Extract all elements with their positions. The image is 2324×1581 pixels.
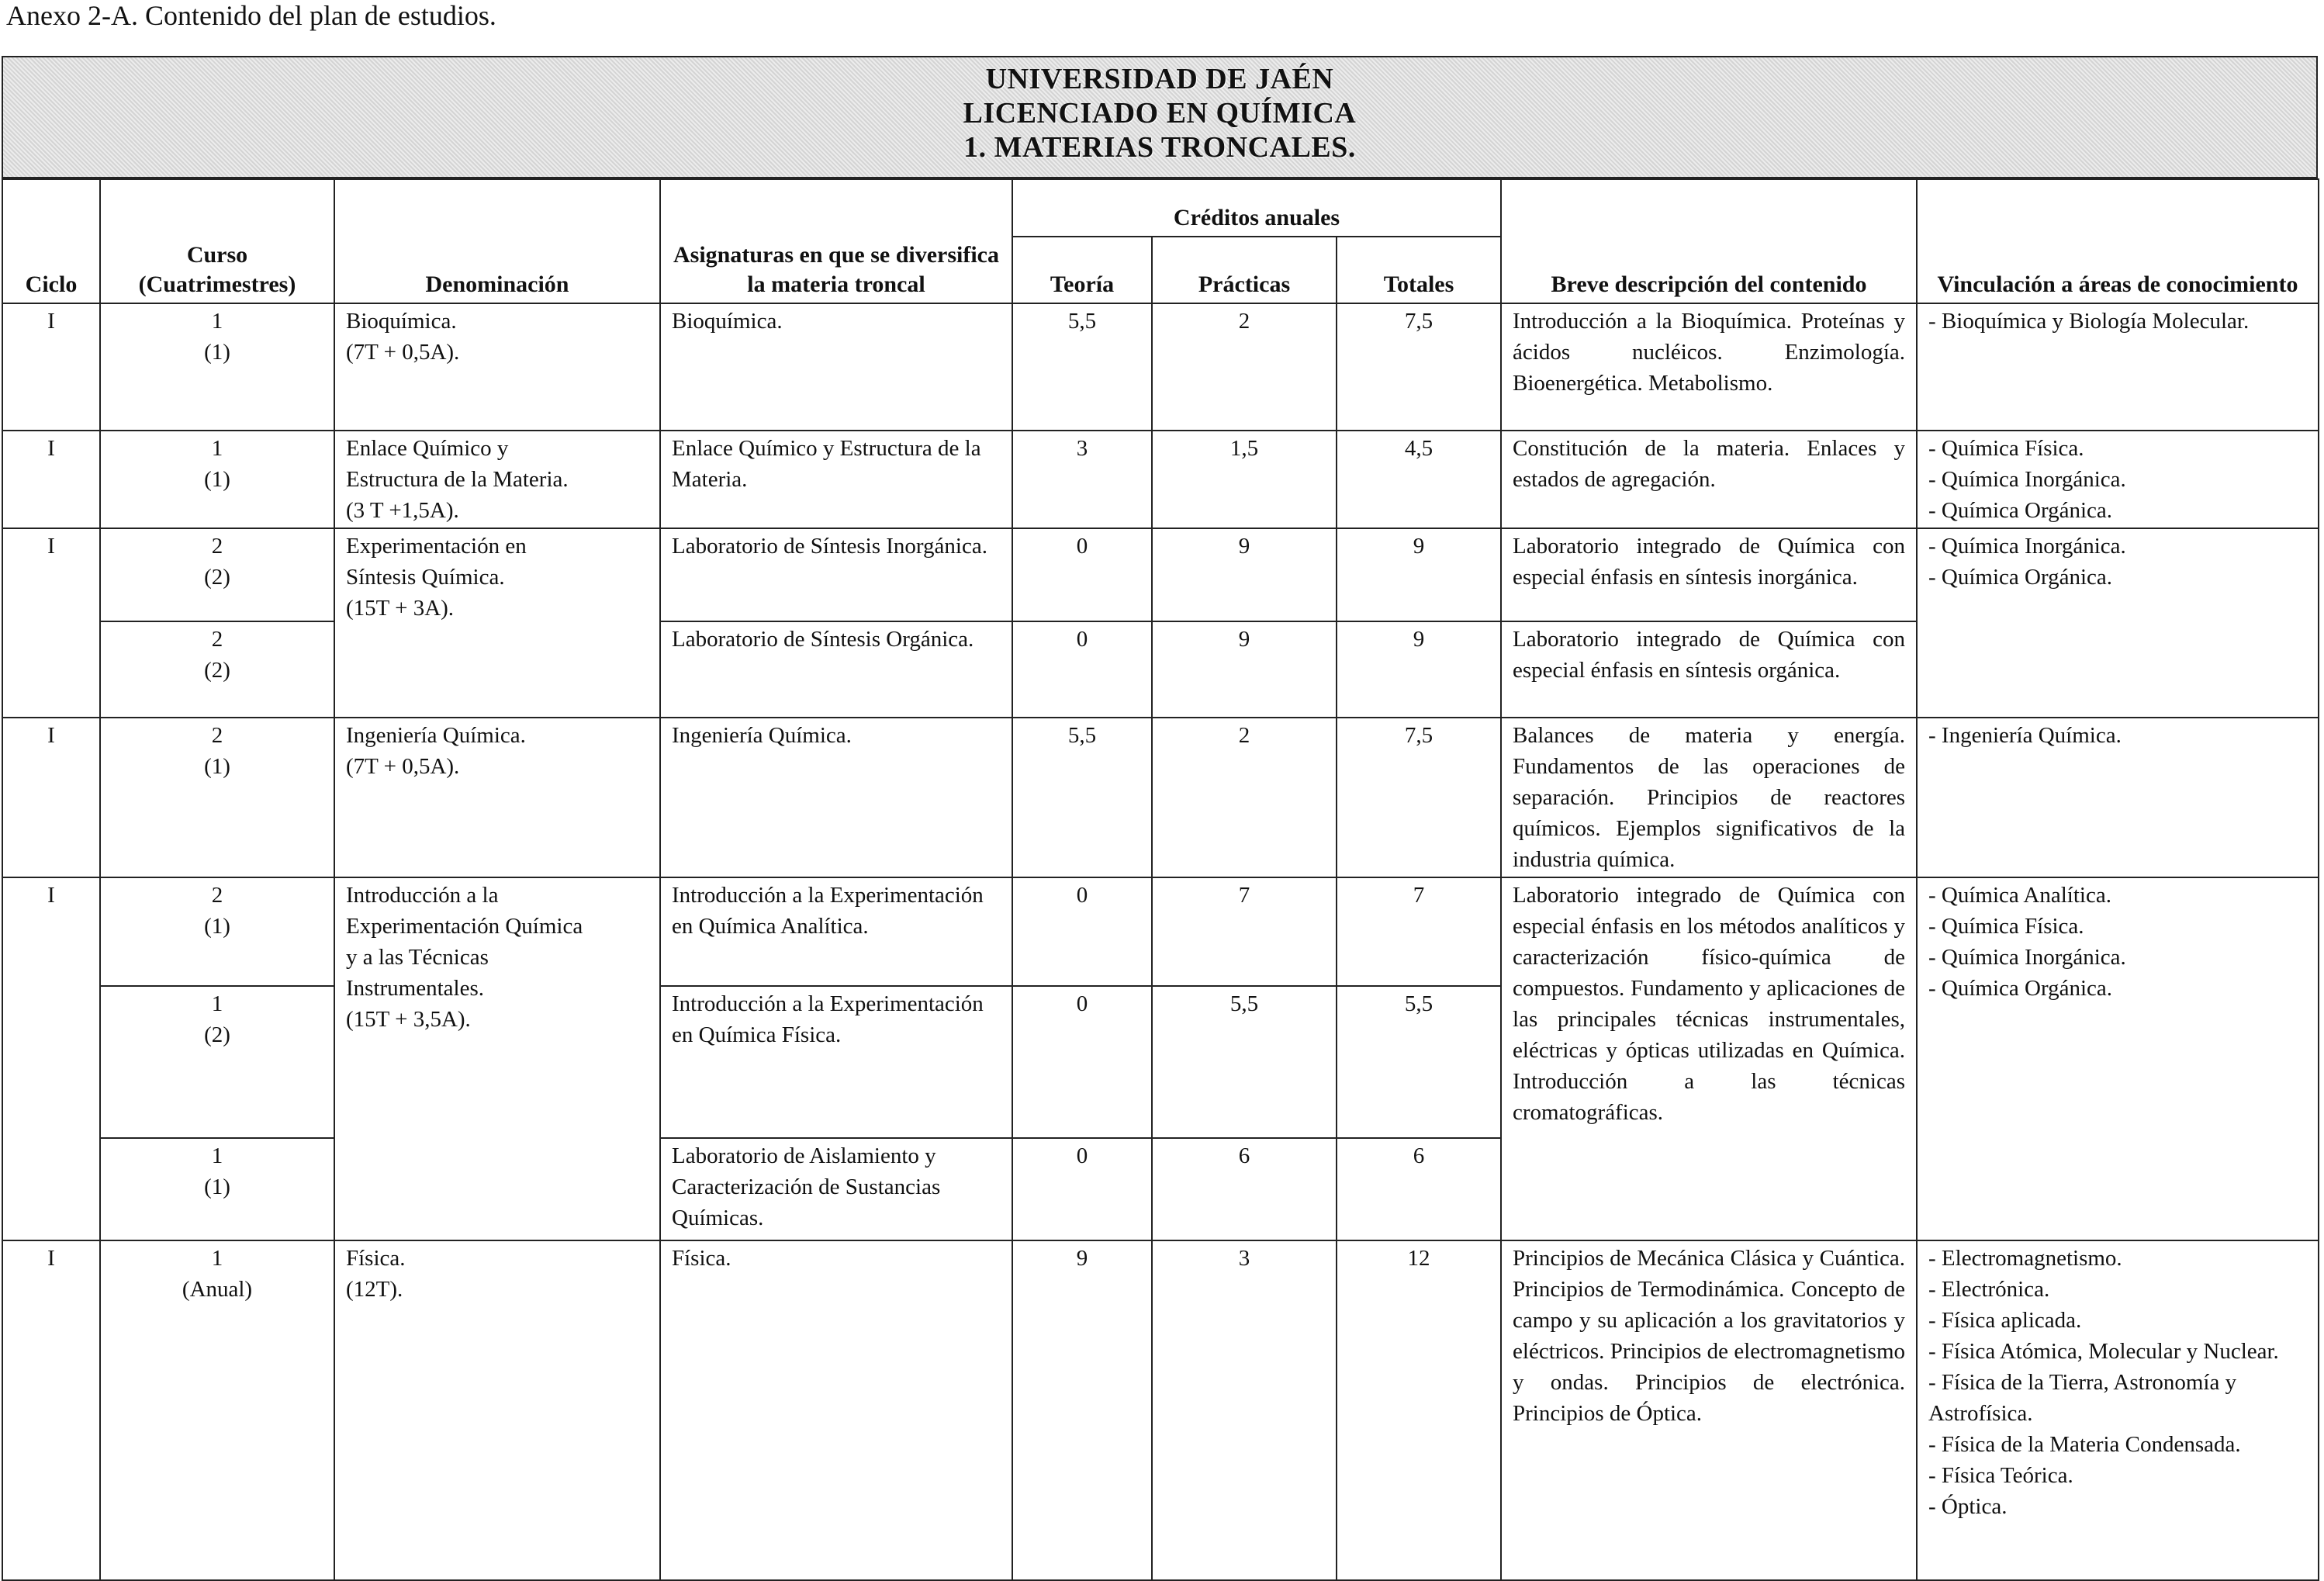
header-creditos-anuales: Créditos anuales <box>1012 179 1501 237</box>
cell-totales: 9 <box>1337 621 1501 718</box>
cell-practicas: 5,5 <box>1152 986 1337 1138</box>
denominacion-line: Enlace Químico y <box>346 436 509 461</box>
denominacion-line: Experimentación en <box>346 534 527 559</box>
cell-denominacion <box>334 303 660 431</box>
table-row <box>2 877 2319 986</box>
denominacion-line: (15T + 3,5A). <box>346 1007 471 1032</box>
cell-asignatura: Introducción a la Experimentación en Química Analítica. <box>660 877 1012 986</box>
cell-denominacion <box>334 877 660 1240</box>
cell-practicas: 9 <box>1152 621 1337 718</box>
cell-vinculacion <box>1917 1240 2319 1580</box>
header-denominacion: Denominación <box>334 179 660 303</box>
curso-value: 1 <box>211 1143 223 1168</box>
curriculum-table <box>2 178 2319 1581</box>
curso-value: 2 <box>211 627 223 652</box>
area-item: - Física Teórica. <box>1928 1463 2073 1488</box>
cell-descripcion: Principios de Mecánica Clásica y Cuántica. Principios de Termodinámica. Concepto de campo y su aplicación a los gravitatorios y eléctricos. Principios de electromagnetismo y ondas. Principios de electrónica. Principios de Óptica. <box>1501 1240 1917 1580</box>
area-item: - Química Inorgánica. <box>1928 534 2126 559</box>
header-totales: Totales <box>1337 237 1501 303</box>
cell-denominacion <box>334 718 660 877</box>
denominacion-line: (12T). <box>346 1277 403 1302</box>
table-row <box>2 1240 2319 1580</box>
cell-practicas: 2 <box>1152 303 1337 431</box>
cuatrimestre-value: (2) <box>204 1022 230 1047</box>
cell-asignatura: Bioquímica. <box>660 303 1012 431</box>
area-item: - Química Orgánica. <box>1928 976 2113 1001</box>
curso-value: 1 <box>211 436 223 461</box>
cell-totales: 12 <box>1337 1240 1501 1580</box>
cell-asignatura: Introducción a la Experimentación en Química Física. <box>660 986 1012 1138</box>
curso-value: 2 <box>211 534 223 559</box>
cell-teoria: 5,5 <box>1012 718 1152 877</box>
cuatrimestre-value: (1) <box>204 1175 230 1199</box>
cell-asignatura: Laboratorio de Síntesis Orgánica. <box>660 621 1012 718</box>
cell-vinculacion <box>1917 431 2319 528</box>
cell-descripcion: Laboratorio integrado de Química con especial énfasis en los métodos analíticos y caracterización físico-química de compuestos. Fundamento y aplicaciones de las principales técnicas instrumentales, eléctricas y ópticas utilizadas en Química. Introducción a las técnicas cromatográficas. <box>1501 877 1917 1240</box>
area-item: - Química Física. <box>1928 914 2084 939</box>
denominacion-line: (15T + 3A). <box>346 596 455 621</box>
denominacion-line: Instrumentales. <box>346 976 484 1001</box>
curso-value: 1 <box>211 991 223 1016</box>
header-descripcion: Breve descripción del contenido <box>1501 179 1917 303</box>
cell-curso <box>100 621 334 718</box>
cell-descripcion: Laboratorio integrado de Química con especial énfasis en síntesis inorgánica. <box>1501 528 1917 621</box>
cell-ciclo: I <box>2 877 100 1240</box>
cell-teoria: 0 <box>1012 528 1152 621</box>
denominacion-line: Experimentación Química <box>346 914 583 939</box>
cuatrimestre-value: (2) <box>204 658 230 683</box>
area-item: - Química Inorgánica. <box>1928 467 2126 492</box>
header-practicas: Prácticas <box>1152 237 1337 303</box>
header-vinculacion: Vinculación a áreas de conocimiento <box>1917 179 2319 303</box>
cell-practicas: 6 <box>1152 1138 1337 1240</box>
cell-totales: 6 <box>1337 1138 1501 1240</box>
area-item: - Química Física. <box>1928 436 2084 461</box>
cuatrimestre-value: (1) <box>204 467 230 492</box>
area-item: - Química Inorgánica. <box>1928 945 2126 970</box>
cell-ciclo: I <box>2 528 100 718</box>
cell-practicas: 7 <box>1152 877 1337 986</box>
cell-asignatura: Enlace Químico y Estructura de la Materia. <box>660 431 1012 528</box>
cell-teoria: 0 <box>1012 986 1152 1138</box>
area-item: - Electromagnetismo. <box>1928 1246 2122 1271</box>
header-cuatrimestres-label: (Cuatrimestres) <box>138 272 296 297</box>
header-row-top <box>2 179 2319 237</box>
cell-descripcion: Introducción a la Bioquímica. Proteínas y ácidos nucléicos. Enzimología. Bioenergética. Metabolismo. <box>1501 303 1917 431</box>
cell-totales: 9 <box>1337 528 1501 621</box>
table-row <box>2 431 2319 528</box>
header-curso <box>100 179 334 303</box>
cell-teoria: 9 <box>1012 1240 1152 1580</box>
curso-value: 2 <box>211 883 223 908</box>
denominacion-line: (7T + 0,5A). <box>346 340 460 365</box>
curso-value: 1 <box>211 309 223 334</box>
cell-curso <box>100 528 334 621</box>
area-item: - Ingeniería Química. <box>1928 723 2122 748</box>
cell-totales: 4,5 <box>1337 431 1501 528</box>
cell-asignatura: Ingeniería Química. <box>660 718 1012 877</box>
table-row <box>2 303 2319 431</box>
area-item: - Química Orgánica. <box>1928 498 2113 523</box>
cell-curso <box>100 877 334 986</box>
cell-practicas: 3 <box>1152 1240 1337 1580</box>
area-item: - Bioquímica y Biología Molecular. <box>1928 309 2250 334</box>
cell-vinculacion <box>1917 528 2319 718</box>
cell-vinculacion <box>1917 877 2319 1240</box>
denominacion-line: Introducción a la <box>346 883 499 908</box>
table-banner <box>2 56 2318 178</box>
cell-curso <box>100 986 334 1138</box>
denominacion-line: (7T + 0,5A). <box>346 754 460 779</box>
cell-asignatura: Laboratorio de Aislamiento y Caracterización de Sustancias Químicas. <box>660 1138 1012 1240</box>
cell-teoria: 0 <box>1012 621 1152 718</box>
cell-asignatura: Física. <box>660 1240 1012 1580</box>
cuatrimestre-value: (1) <box>204 340 230 365</box>
area-item: - Óptica. <box>1928 1494 2008 1519</box>
cell-practicas: 9 <box>1152 528 1337 621</box>
area-item: - Física de la Tierra, Astronomía y Astrofísica. <box>1928 1370 2237 1426</box>
denominacion-line: (3 T +1,5A). <box>346 498 459 523</box>
cell-curso <box>100 1138 334 1240</box>
cell-teoria: 3 <box>1012 431 1152 528</box>
curso-value: 2 <box>211 723 223 748</box>
header-curso-label: Curso <box>186 242 248 268</box>
cell-descripcion: Constitución de la materia. Enlaces y estados de agregación. <box>1501 431 1917 528</box>
area-item: - Física aplicada. <box>1928 1308 2082 1333</box>
cell-ciclo: I <box>2 431 100 528</box>
cell-totales: 5,5 <box>1337 986 1501 1138</box>
cell-descripcion: Balances de materia y energía. Fundamentos de las operaciones de separación. Principios de reactores químicos. Ejemplos significativos de la industria química. <box>1501 718 1917 877</box>
cell-asignatura: Laboratorio de Síntesis Inorgánica. <box>660 528 1012 621</box>
cell-practicas: 2 <box>1152 718 1337 877</box>
cell-totales: 7 <box>1337 877 1501 986</box>
denominacion-line: Síntesis Química. <box>346 565 505 590</box>
area-item: - Química Analítica. <box>1928 883 2111 908</box>
cuatrimestre-value: (1) <box>204 754 230 779</box>
cell-curso <box>100 303 334 431</box>
cell-teoria: 5,5 <box>1012 303 1152 431</box>
denominacion-line: y a las Técnicas <box>346 945 489 970</box>
header-ciclo: Ciclo <box>2 179 100 303</box>
cell-teoria: 0 <box>1012 877 1152 986</box>
denominacion-line: Estructura de la Materia. <box>346 467 569 492</box>
cell-denominacion <box>334 528 660 718</box>
cell-vinculacion <box>1917 303 2319 431</box>
cell-denominacion <box>334 431 660 528</box>
cell-curso <box>100 718 334 877</box>
cell-denominacion <box>334 1240 660 1580</box>
cell-teoria: 0 <box>1012 1138 1152 1240</box>
area-item: - Electrónica. <box>1928 1277 2050 1302</box>
cell-ciclo: I <box>2 303 100 431</box>
area-item: - Física de la Materia Condensada. <box>1928 1432 2241 1457</box>
table-row <box>2 718 2319 877</box>
university-name: UNIVERSIDAD DE JAÉN <box>985 63 1334 95</box>
cell-ciclo: I <box>2 718 100 877</box>
denominacion-line: Bioquímica. <box>346 309 457 334</box>
curso-value: 1 <box>211 1246 223 1271</box>
cuatrimestre-value: (2) <box>204 565 230 590</box>
table-row <box>2 528 2319 621</box>
cell-ciclo: I <box>2 1240 100 1580</box>
header-asignaturas: Asignaturas en que se diversifica la materia troncal <box>660 179 1012 303</box>
annex-title: Anexo 2-A. Contenido del plan de estudios. <box>6 0 496 31</box>
area-item: - Física Atómica, Molecular y Nuclear. <box>1928 1339 2279 1364</box>
cell-vinculacion <box>1917 718 2319 877</box>
cell-descripcion: Laboratorio integrado de Química con especial énfasis en síntesis orgánica. <box>1501 621 1917 718</box>
degree-name: LICENCIADO EN QUÍMICA <box>963 97 1357 130</box>
cell-totales: 7,5 <box>1337 303 1501 431</box>
denominacion-line: Física. <box>346 1246 406 1271</box>
area-item: - Química Orgánica. <box>1928 565 2113 590</box>
cell-curso <box>100 431 334 528</box>
cell-curso <box>100 1240 334 1580</box>
section-title: 1. MATERIAS TRONCALES. <box>963 131 1356 164</box>
cuatrimestre-value: (Anual) <box>182 1277 253 1302</box>
denominacion-line: Ingeniería Química. <box>346 723 526 748</box>
header-teoria: Teoría <box>1012 237 1152 303</box>
cell-totales: 7,5 <box>1337 718 1501 877</box>
cuatrimestre-value: (1) <box>204 914 230 939</box>
cell-practicas: 1,5 <box>1152 431 1337 528</box>
